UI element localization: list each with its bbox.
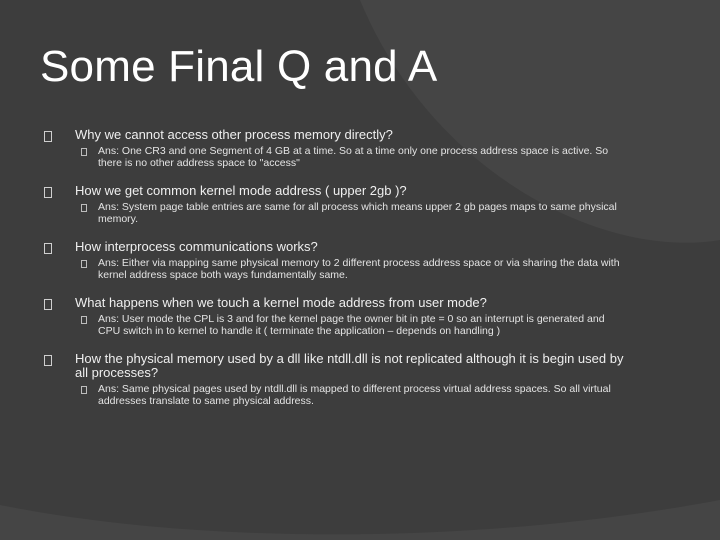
slide-title: Some Final Q and A [40,42,438,91]
square-bullet-icon [44,299,52,310]
square-bullet-icon [81,316,87,324]
answer-text: Ans: One CR3 and one Segment of 4 GB at a time. So at a time only one process address space is active. So there is no other address space to "access" [98,145,609,169]
answer-text: Ans: User mode the CPL is 3 and for the kernel page the owner bit in pte = 0 so an interrupt is generated and CPU switch in to kernel to handle it ( terminate the application – depends on handling ) [98,313,605,337]
square-bullet-icon [81,204,87,212]
question-text: How the physical memory used by a dll like ntdll.dll is not replicated although it is begin used by all processes? [75,351,624,380]
answer-text: Ans: System page table entries are same for all process which means upper 2 gb pages maps to same physical memory. [98,201,617,225]
answer-text: Ans: Same physical pages used by ntdll.dll is mapped to different process virtual address spaces. So all virtual addresses translate to same physical address. [98,383,611,407]
question-text: How interprocess communications works? [75,239,318,254]
answer-text: Ans: Either via mapping same physical memory to 2 different process address space or via sharing the data with kernel address space both ways fundamentally same. [98,257,620,281]
square-bullet-icon [81,386,87,394]
qa-list [44,124,624,407]
qa-item-1 [44,128,624,169]
question-text: What happens when we touch a kernel mode address from user mode? [75,295,487,310]
question-text: How we get common kernel mode address ( upper 2gb )? [75,183,407,198]
qa-item-4 [44,296,624,337]
square-bullet-icon [44,243,52,254]
square-bullet-icon [81,260,87,268]
square-bullet-icon [81,148,87,156]
question-text: Why we cannot access other process memory directly? [75,127,393,142]
square-bullet-icon [44,131,52,142]
qa-item-2 [44,184,624,225]
qa-item-3 [44,240,624,281]
qa-item-5 [44,352,624,407]
square-bullet-icon [44,355,52,366]
square-bullet-icon [44,187,52,198]
